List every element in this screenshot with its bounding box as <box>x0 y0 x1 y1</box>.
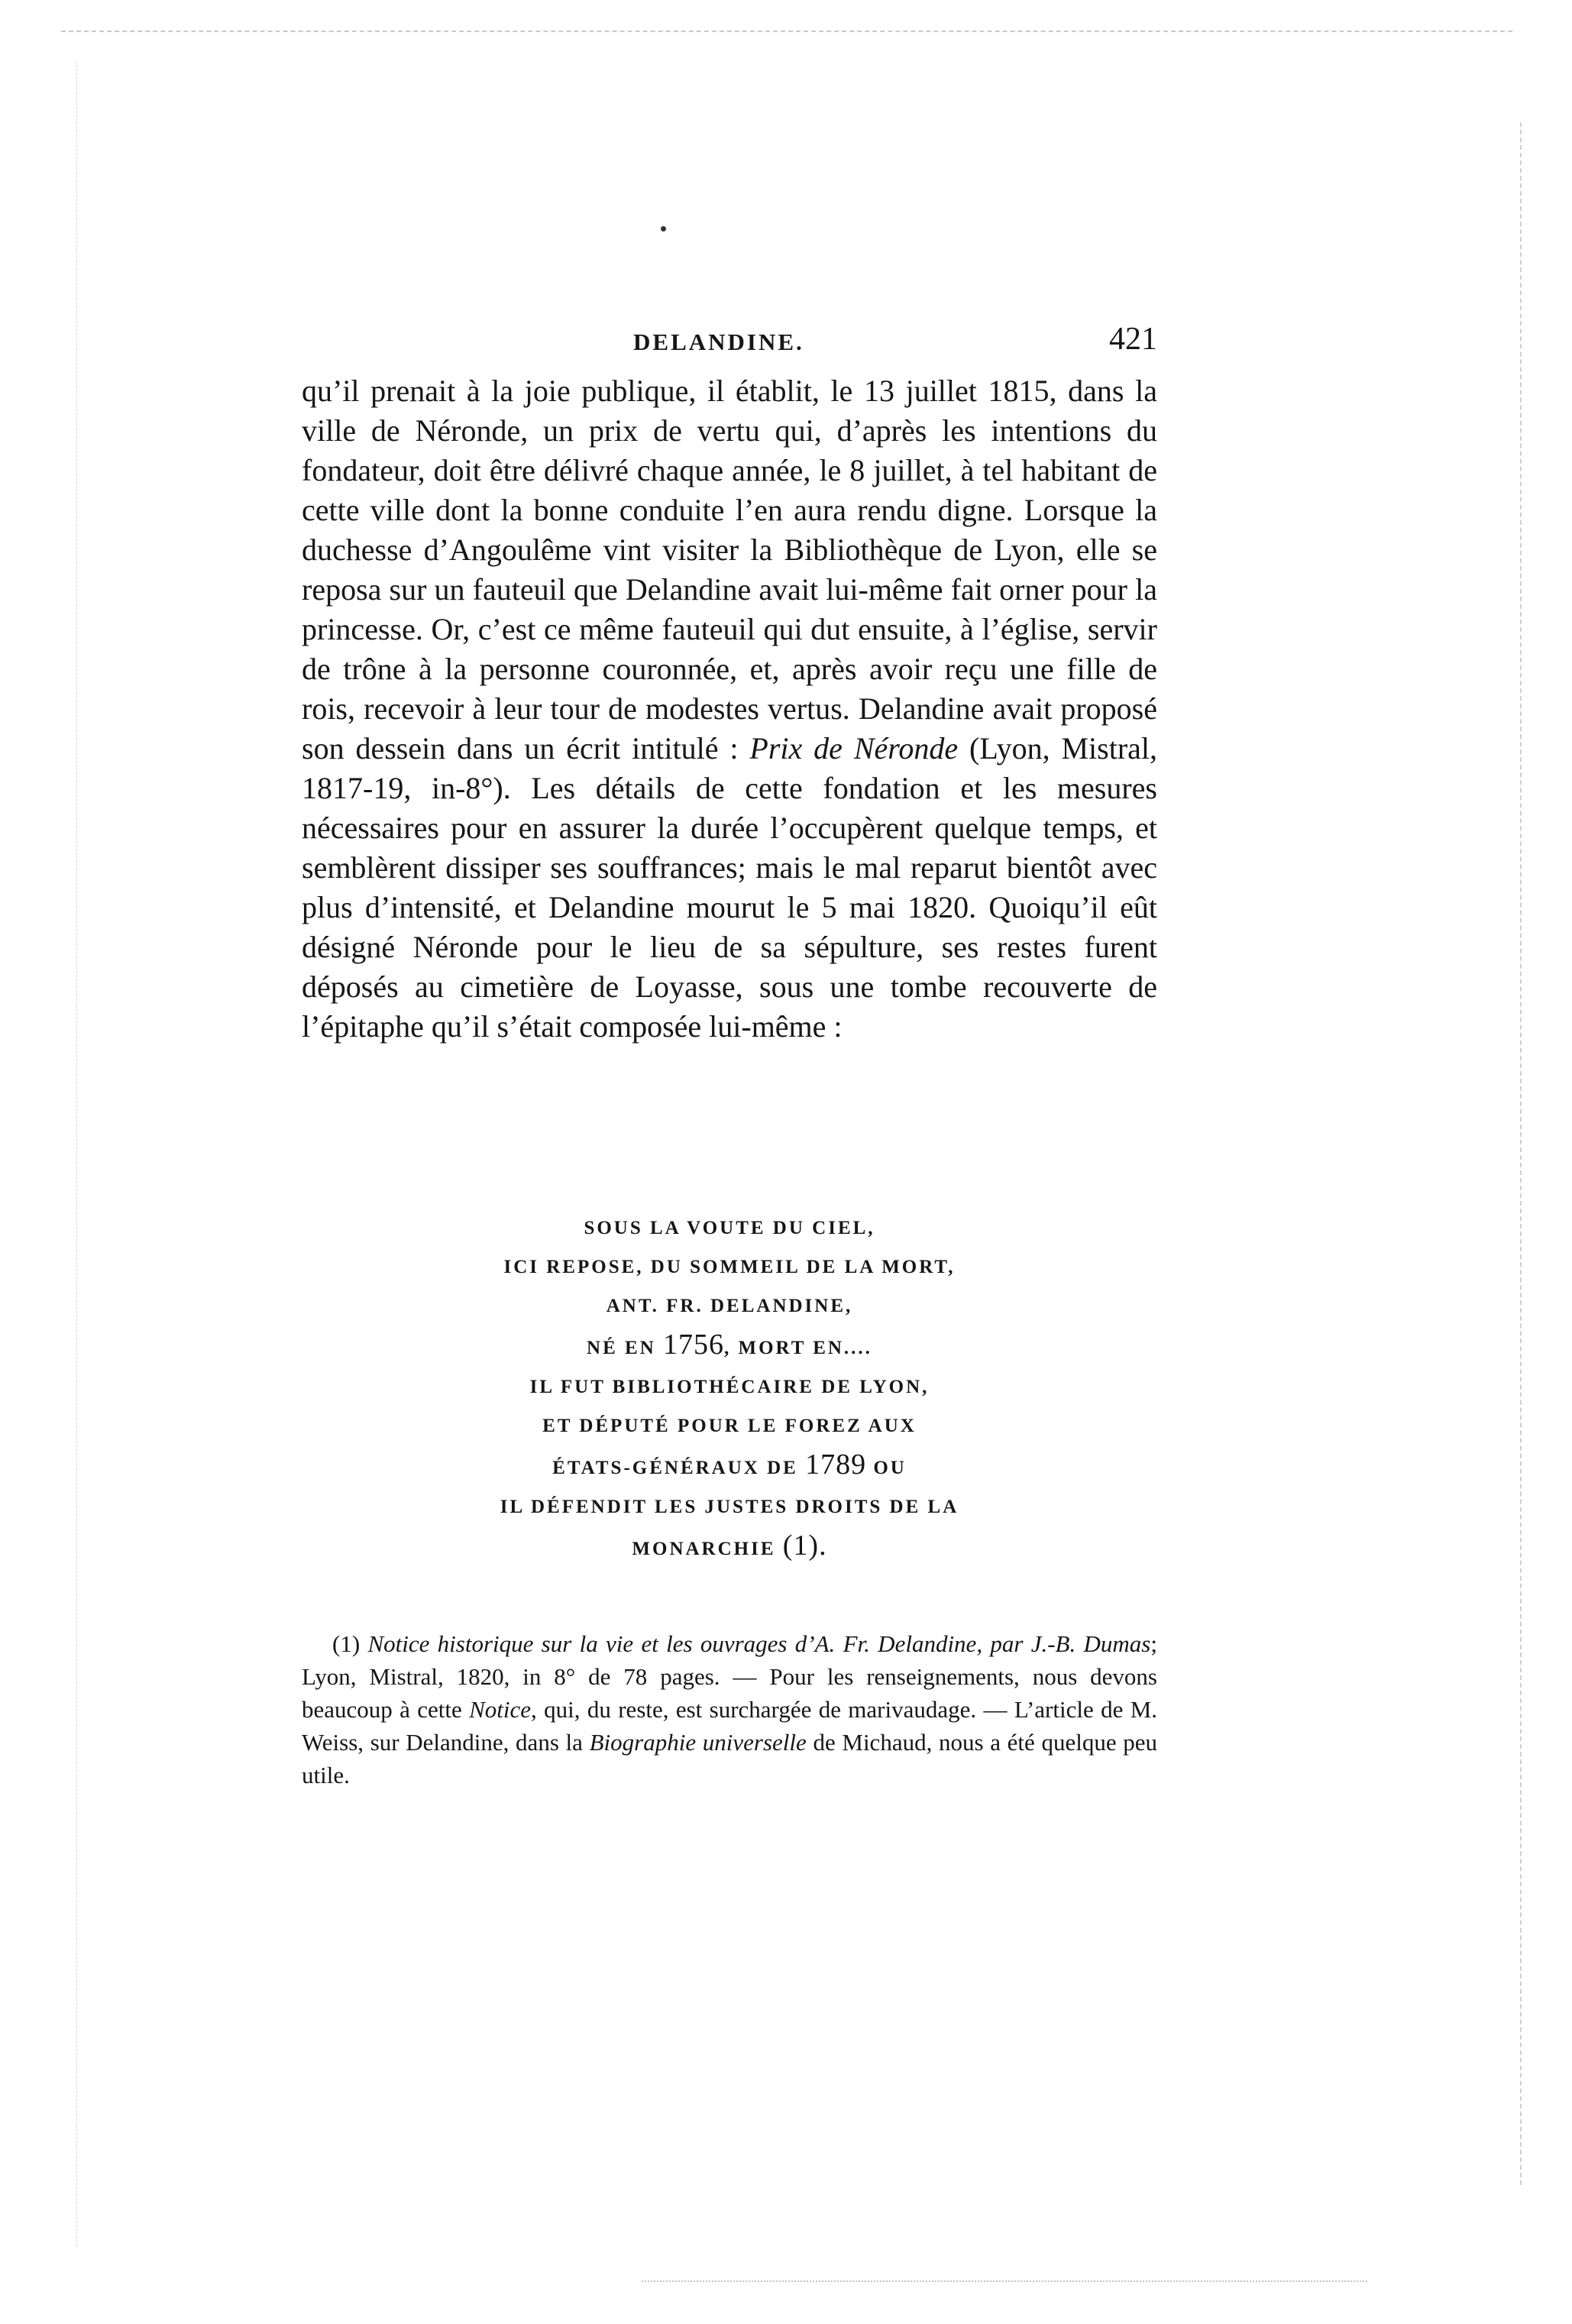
scan-edge-left <box>76 61 77 2246</box>
epitaph-line-4-a: NÉ EN <box>587 1338 656 1358</box>
ink-speck <box>661 226 666 231</box>
epitaph-line-9-a: MONARCHIE <box>632 1539 776 1559</box>
footnote-italic-2: Notice <box>469 1696 532 1723</box>
epitaph <box>302 1209 1157 1568</box>
body-text-part1: qu’il prenait à la joie publique, il établit, le 13 juillet 1815, dans la ville de Néronde, un prix de vertu qui, d’après les intentions du fondateur, doit être délivré chaque année, le 8 juillet, à tel habitant de cette ville dont la bonne conduite l’en aura rendu digne. Lorsque la duchesse d’Angoulême vint visiter la Bibliothèque de Lyon, elle se reposa sur un fauteuil que Delandine avait lui-même fait orner pour la princesse. Or, c’est ce même fauteuil qui dut ensuite, à l’église, servir de trône à la personne couronnée, et, après avoir reçu une fille de rois, recevoir à leur tour de modestes vertus. Delandine avait proposé son dessein dans un écrit intitulé : <box>302 374 1157 765</box>
epitaph-line-4 <box>302 1325 1157 1368</box>
epitaph-line-9 <box>302 1526 1157 1568</box>
scan-edge-bottom <box>642 2280 1367 2282</box>
epitaph-line-7-b: OU <box>873 1458 907 1478</box>
scan-edge-right <box>1520 122 1522 2185</box>
page-number: 421 <box>1109 322 1157 357</box>
epitaph-line-7 <box>302 1445 1157 1487</box>
footnote-italic-3: Biographie universelle <box>589 1729 807 1756</box>
epitaph-line-6: ET DÉPUTÉ POUR LE FOREZ AUX <box>542 1416 917 1436</box>
epitaph-line-3: ANT. FR. DELANDINE, <box>606 1296 853 1316</box>
running-head <box>302 321 1157 367</box>
epitaph-line-1: SOUS LA VOUTE DU CIEL, <box>584 1218 875 1238</box>
footnote-text-2: , qui, du reste, est surchargée de marivaudage. — L’article de M. Weiss, sur Delandine, dans la <box>302 1696 1158 1756</box>
epitaph-line-4-b: , MORT EN.... <box>724 1338 872 1358</box>
scan-edge-top <box>61 31 1512 32</box>
footnote-text-3: de Michaud, nous a été quelque peu utile. <box>302 1729 1158 1788</box>
epitaph-birth-year: 1756 <box>663 1329 725 1361</box>
epitaph-estates-year: 1789 <box>805 1448 867 1481</box>
running-title: DELANDINE. <box>633 329 804 355</box>
epitaph-line-5: IL FUT BIBLIOTHÉCAIRE DE LYON, <box>529 1377 930 1397</box>
footnote-text-1: ; Lyon, Mistral, 1820, in 8° de 78 pages. — Pour les renseignements, nous devons beaucoup à cette <box>302 1630 1157 1723</box>
epitaph-line-8: IL DÉFENDIT LES JUSTES DROITS DE LA <box>500 1497 959 1517</box>
body-text-part2: (Lyon, Mistral, 1817-19, in-8°). Les détails de cette fondation et les mesures nécessaires pour en assurer la durée l’occupèrent quelque temps, et semblèrent dissiper ses souffrances; mais le mal reparut bientôt avec plus d’intensité, et Delandine mourut le 5 mai 1820. Quoiqu’il eût désigné Néronde pour le lieu de sa sépulture, ses restes furent déposés au cimetière de Loyasse, sous une tombe recouverte de l’épitaphe qu’il s’était composée lui-même : <box>302 731 1158 1044</box>
footnote-marker: (1) <box>332 1630 361 1657</box>
footnote-reference: (1). <box>782 1529 827 1562</box>
footnote-italic-1: Notice historique sur la vie et les ouvrages d’A. Fr. Delandine, par J.-B. Dumas <box>367 1630 1151 1657</box>
body-italic-title: Prix de Néronde <box>749 731 959 765</box>
footnote <box>302 1627 1157 1792</box>
epitaph-line-2: ICI REPOSE, DU SOMMEIL DE LA MORT, <box>503 1257 956 1277</box>
body-paragraph <box>302 371 1157 1047</box>
epitaph-line-7-a: ÉTATS-GÉNÉRAUX DE <box>552 1458 798 1478</box>
